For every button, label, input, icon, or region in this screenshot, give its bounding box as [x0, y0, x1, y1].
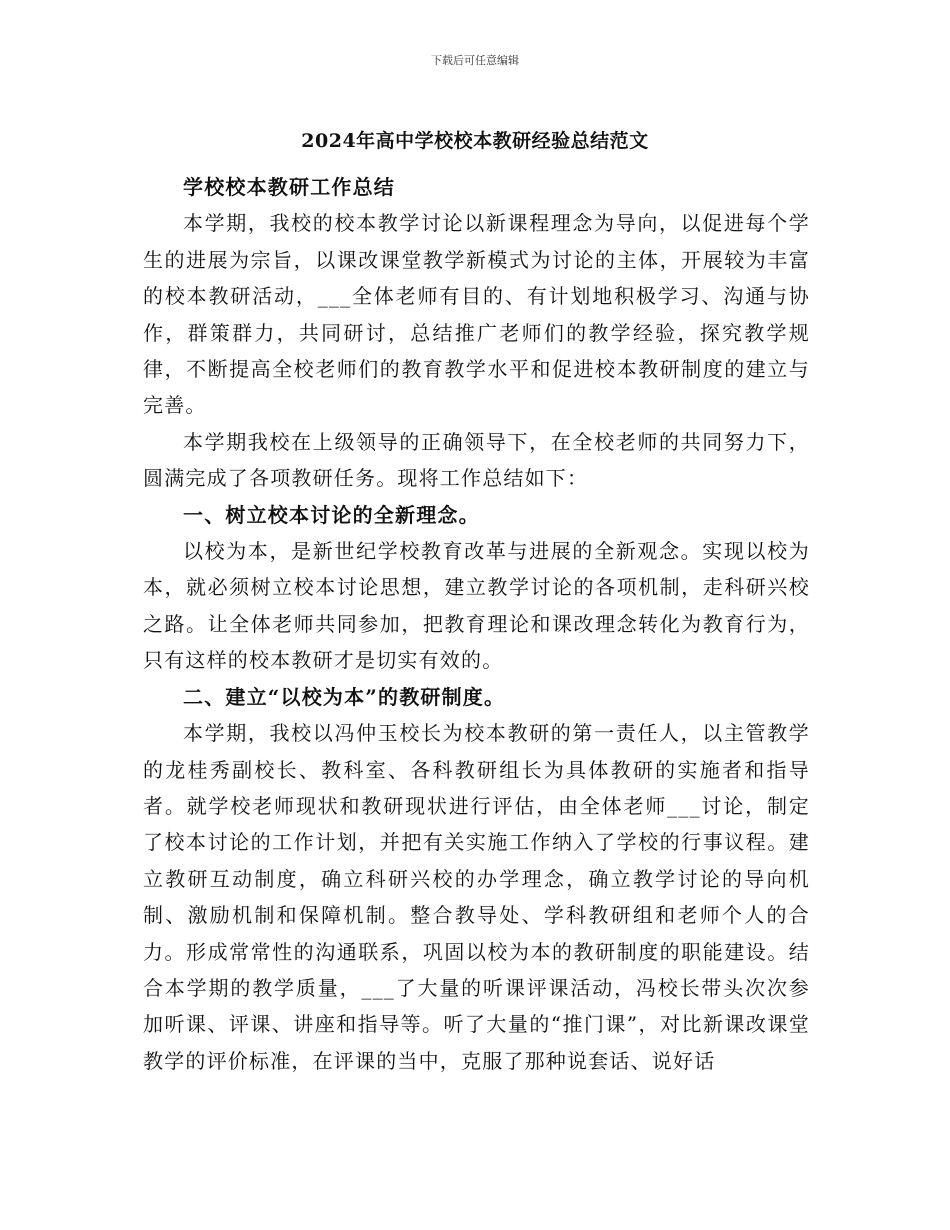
body-paragraph: 本学期，我校的校本教学讨论以新课程理念为导向，以促进每个学生的进展为宗旨，以课改课堂教学新模式为讨论的主体，开展较为丰富的校本教研活动，___全体老师有目的、有计划地积极学习、沟通与协作，群策群力，共同研讨，总结推广老师们的教学经验，探究教学规律，不断提高全校老师们的教育教学水平和促进校本教研制度的建立与完善。: [143, 211, 810, 418]
body-paragraph: 本学期，我校以冯仲玉校长为校本教研的第一责任人，以主管教学的龙桂秀副校长、教科室、各科教研组长为具体教研的实施者和指导者。就学校老师现状和教研现状进行评估，由全体老师___讨论，制定了校本讨论的工作计划，并把有关实施工作纳入了学校的行事议程。建立教研互动制度，确立科研兴校的办学理念，确立教学讨论的导向机制、激励机制和保障机制。整合教导处、学科教研组和老师个人的合力。形成常常性的沟通联系，巩固以校为本的教研制度的职能建设。结合本学期的教学质量，___了大量的听课评课活动，冯校长带头次次参加听课、评课、讲座和指导等。听了大量的“推门课”，对比新课改课堂教学的评价标准，在评课的当中，克服了那种说套话、说好话: [143, 721, 810, 1073]
section-heading-summary: 学校校本教研工作总结: [183, 175, 395, 199]
section-heading-two: 二、建立“以校为本”的教研制度。: [183, 684, 506, 709]
section-heading-one: 一、树立校本讨论的全新理念。: [183, 502, 480, 527]
body-paragraph: 本学期我校在上级领导的正确领导下，在全校老师的共同努力下，圆满完成了各项教研任务。现将工作总结如下：: [143, 429, 810, 491]
header-note: 下载后可任意编辑: [431, 54, 519, 67]
body-paragraph: 以校为本，是新世纪学校教育改革与进展的全新观念。实现以校为本，就必须树立校本讨论思想，建立教学讨论的各项机制，走科研兴校之路。让全体老师共同参加，把教育理论和课改理念转化为教育行为，只有这样的校本教研才是切实有效的。: [143, 539, 810, 673]
document-title: 2024年高中学校校本教研经验总结范文: [301, 130, 649, 152]
document-body: [143, 169, 810, 1079]
